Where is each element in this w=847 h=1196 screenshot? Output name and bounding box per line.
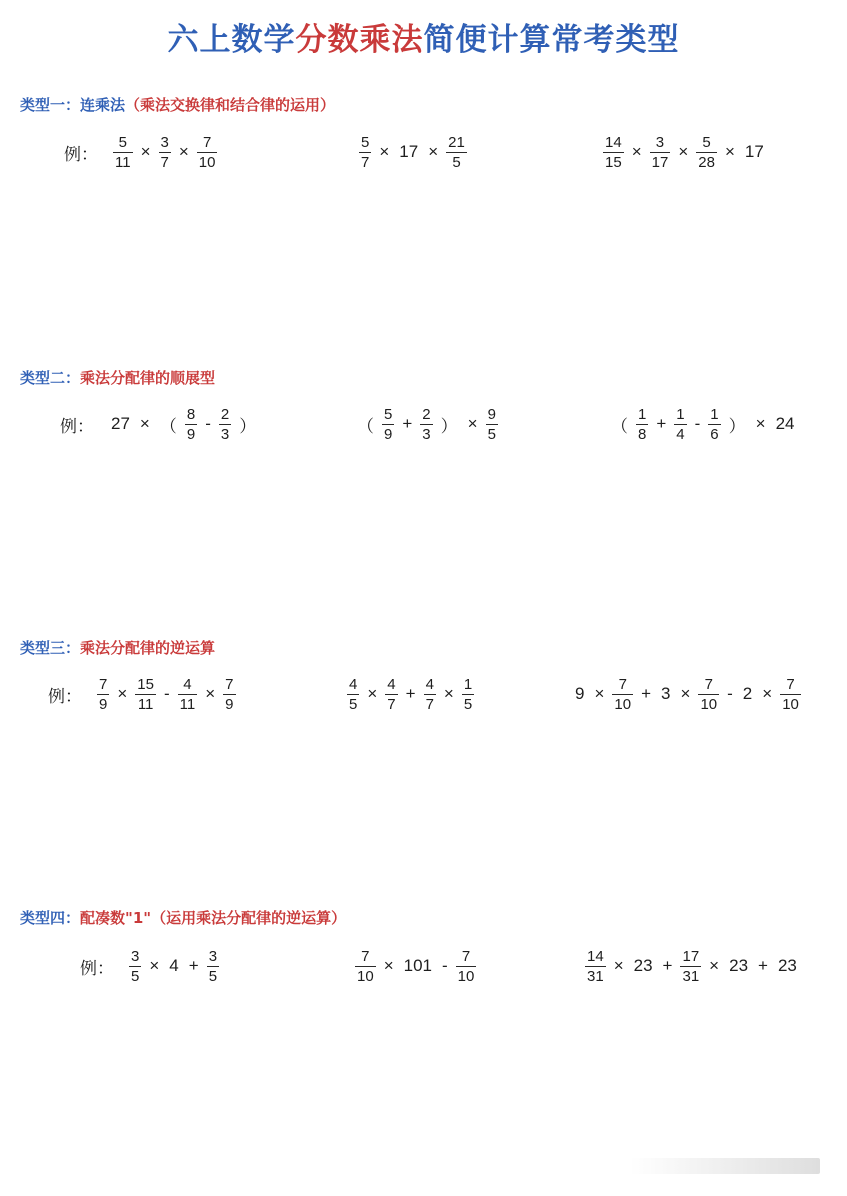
fraction-bar [185, 424, 197, 425]
fraction [382, 676, 400, 713]
fraction [459, 676, 477, 713]
operator: × [678, 142, 689, 161]
numerator: 3 [655, 133, 665, 151]
fraction-bar [347, 694, 359, 695]
operator: × [140, 142, 151, 161]
numerator: 7 [202, 133, 212, 151]
fraction-bar [585, 966, 606, 967]
fraction-bar [219, 424, 231, 425]
numerator: 4 [387, 675, 396, 693]
fraction [443, 134, 470, 171]
denominator: 10 [782, 695, 799, 713]
denominator: 10 [457, 967, 475, 985]
numerator: 5 [361, 133, 370, 151]
denominator: 5 [349, 695, 358, 713]
fraction-bar [129, 966, 141, 967]
fraction [582, 948, 609, 985]
term: 23 [633, 956, 653, 975]
example-label: 例： [80, 958, 114, 979]
fraction-bar [382, 424, 394, 425]
term: 4 [169, 956, 179, 975]
term: ） [728, 416, 746, 436]
denominator: 10 [700, 695, 718, 713]
numerator: 7 [618, 675, 627, 693]
denominator: 3 [220, 425, 230, 443]
fraction [156, 134, 174, 171]
fraction [194, 134, 221, 171]
example-2-2 [352, 404, 501, 444]
fraction-bar [780, 694, 801, 695]
fraction [453, 948, 480, 985]
section-2-label: 类型二： [20, 369, 81, 387]
fraction-bar [159, 152, 171, 153]
fraction [132, 676, 159, 713]
numerator: 15 [137, 675, 154, 693]
denominator: 5 [487, 425, 496, 443]
term: 17 [399, 142, 419, 161]
denominator: 31 [587, 967, 604, 985]
operator: × [762, 684, 773, 703]
section-1-topic: （乘法交换律和结合律的运用） [125, 96, 336, 114]
denominator: 9 [186, 425, 196, 443]
fraction [216, 406, 234, 443]
title-part-2: 分数乘法 [295, 22, 424, 58]
operator: × [680, 684, 691, 703]
operator: × [724, 142, 735, 161]
fraction [379, 406, 397, 443]
operator: + [758, 956, 768, 975]
denominator: 31 [682, 967, 700, 985]
fraction-bar [696, 152, 717, 153]
numerator: 5 [702, 133, 711, 151]
fraction [110, 134, 136, 171]
denominator: 5 [208, 967, 218, 985]
term: （ [357, 416, 374, 436]
section-3-topic: 乘法分配律的逆运算 [80, 639, 216, 657]
fraction-bar [603, 152, 624, 153]
denominator: 28 [698, 153, 715, 171]
operator: + [641, 684, 652, 703]
fraction-bar [674, 424, 686, 425]
denominator: 7 [425, 695, 434, 713]
operator: × [428, 142, 439, 161]
numerator: 7 [361, 947, 370, 965]
operator: × [383, 956, 394, 975]
fraction-bar [456, 966, 477, 967]
term: 2 [742, 684, 753, 703]
operator: + [405, 684, 416, 703]
operator: + [662, 956, 673, 975]
operator: × [178, 142, 189, 161]
denominator: 10 [357, 967, 374, 985]
fraction [417, 406, 435, 443]
section-1-label: 类型一：连乘法 [20, 96, 126, 114]
operator: × [379, 142, 390, 161]
denominator: 7 [387, 695, 396, 713]
denominator: 4 [676, 425, 685, 443]
denominator: 5 [463, 695, 473, 713]
denominator: 7 [361, 153, 370, 171]
numerator: 5 [118, 133, 127, 151]
operator: × [594, 684, 605, 703]
section-2-topic: 乘法分配律的顺展型 [80, 369, 216, 387]
denominator: 10 [614, 695, 632, 713]
fraction-bar [680, 966, 701, 967]
numerator: 14 [605, 133, 622, 151]
fraction-bar [135, 694, 156, 695]
fraction-bar [462, 694, 474, 695]
example-1-1 [64, 132, 220, 172]
numerator: 1 [638, 405, 647, 423]
fraction-bar [223, 694, 235, 695]
denominator: 9 [99, 695, 108, 713]
example-2-1 [60, 404, 261, 444]
example-label: 例： [64, 144, 98, 165]
numerator: 9 [487, 405, 496, 423]
denominator: 9 [225, 695, 234, 713]
numerator: 14 [587, 947, 604, 965]
operator: - [163, 684, 170, 703]
numerator: 7 [704, 675, 713, 693]
operator: - [205, 414, 211, 433]
numerator: 5 [384, 405, 393, 423]
denominator: 8 [638, 425, 647, 443]
fraction-bar [197, 152, 218, 153]
example-1-3 [600, 132, 769, 172]
operator: × [613, 956, 624, 975]
fraction [94, 676, 112, 713]
example-3-2 [344, 674, 477, 714]
fraction [671, 406, 689, 443]
operator: - [442, 956, 448, 975]
term: （ [611, 416, 628, 436]
fraction [483, 406, 501, 443]
fraction [609, 676, 636, 713]
fraction-bar [420, 424, 432, 425]
fraction-bar [178, 694, 198, 695]
watermark-bar [630, 1158, 820, 1174]
denominator: 7 [160, 153, 169, 171]
numerator: 7 [225, 675, 234, 693]
numerator: 2 [220, 405, 230, 423]
fraction [777, 676, 804, 713]
fraction-bar [636, 424, 648, 425]
section-3-heading [20, 637, 215, 658]
numerator: 1 [463, 675, 473, 693]
fraction [693, 134, 720, 171]
page-title [0, 14, 847, 59]
denominator: 10 [198, 153, 216, 171]
fraction [126, 948, 144, 985]
term: 27 [111, 414, 130, 433]
operator: × [755, 414, 766, 433]
fraction-bar [424, 694, 436, 695]
term: 23 [729, 956, 749, 975]
denominator: 17 [651, 153, 669, 171]
example-4-1 [80, 946, 222, 986]
fraction [220, 676, 238, 713]
operator: + [656, 414, 667, 433]
term: （ [159, 416, 177, 436]
fraction-bar [355, 966, 376, 967]
fraction-bar [698, 694, 719, 695]
fraction-bar [486, 424, 498, 425]
fraction [175, 676, 201, 713]
numerator: 17 [682, 947, 700, 965]
example-3-3 [570, 674, 804, 714]
operator: × [631, 142, 642, 161]
term: 101 [403, 956, 432, 975]
operator: + [188, 956, 199, 975]
term: ） [239, 416, 257, 436]
section-4-heading [20, 907, 346, 928]
fraction [352, 948, 379, 985]
operator: × [367, 684, 378, 703]
fraction-bar [446, 152, 467, 153]
term: ） [440, 416, 458, 436]
denominator: 6 [710, 425, 719, 443]
operator: × [117, 684, 128, 703]
numerator: 4 [183, 675, 192, 693]
operator: + [402, 414, 413, 433]
numerator: 4 [425, 675, 434, 693]
term: 23 [777, 956, 797, 975]
operator: × [467, 414, 478, 433]
numerator: 21 [448, 133, 465, 151]
example-4-2 [352, 946, 479, 986]
numerator: 7 [786, 675, 795, 693]
denominator: 15 [605, 153, 622, 171]
fraction [356, 134, 374, 171]
example-label: 例： [48, 686, 82, 707]
fraction [695, 676, 722, 713]
numerator: 3 [208, 947, 218, 965]
operator: - [694, 414, 701, 433]
operator: - [727, 684, 733, 703]
example-label: 例： [60, 416, 94, 437]
numerator: 7 [461, 947, 471, 965]
fraction-bar [612, 694, 633, 695]
fraction-bar [207, 966, 219, 967]
fraction-bar [97, 694, 109, 695]
operator: × [709, 956, 720, 975]
fraction-bar [708, 424, 720, 425]
operator: × [139, 414, 150, 433]
numerator: 3 [160, 133, 169, 151]
example-3-1 [48, 674, 239, 714]
fraction [600, 134, 627, 171]
fraction [421, 676, 439, 713]
fraction [677, 948, 704, 985]
fraction [647, 134, 674, 171]
title-part-3: 简便计算常考类型 [423, 22, 680, 58]
numerator: 8 [186, 405, 196, 423]
section-4-topic: 配凑数"1"（运用乘法分配律的逆运算） [80, 909, 347, 927]
fraction [633, 406, 651, 443]
numerator: 1 [676, 405, 685, 423]
denominator: 11 [115, 153, 131, 171]
denominator: 5 [452, 153, 461, 171]
section-3-label: 类型三： [20, 639, 81, 657]
operator: × [205, 684, 216, 703]
fraction-bar [113, 152, 133, 153]
denominator: 3 [422, 425, 431, 443]
term: 9 [575, 684, 585, 703]
example-4-3 [582, 946, 802, 986]
fraction [705, 406, 723, 443]
denominator: 9 [384, 425, 393, 443]
operator: × [149, 956, 160, 975]
denominator: 5 [131, 967, 140, 985]
example-2-3 [606, 404, 800, 444]
denominator: 11 [179, 695, 196, 713]
section-4-label: 类型四： [20, 909, 81, 927]
section-1-heading [20, 94, 335, 115]
title-part-1: 六上数学 [167, 22, 296, 58]
term: 24 [775, 414, 795, 433]
numerator: 7 [99, 675, 108, 693]
fraction [182, 406, 200, 443]
section-2-heading [20, 367, 215, 388]
fraction-bar [650, 152, 671, 153]
numerator: 1 [710, 405, 719, 423]
fraction [204, 948, 222, 985]
numerator: 2 [422, 405, 431, 423]
operator: × [443, 684, 454, 703]
term: 3 [661, 684, 671, 703]
example-1-2 [356, 132, 470, 172]
term: 17 [744, 142, 764, 161]
numerator: 4 [349, 675, 358, 693]
fraction-bar [385, 694, 397, 695]
denominator: 11 [137, 695, 154, 713]
fraction-bar [359, 152, 371, 153]
numerator: 3 [131, 947, 140, 965]
fraction [344, 676, 362, 713]
